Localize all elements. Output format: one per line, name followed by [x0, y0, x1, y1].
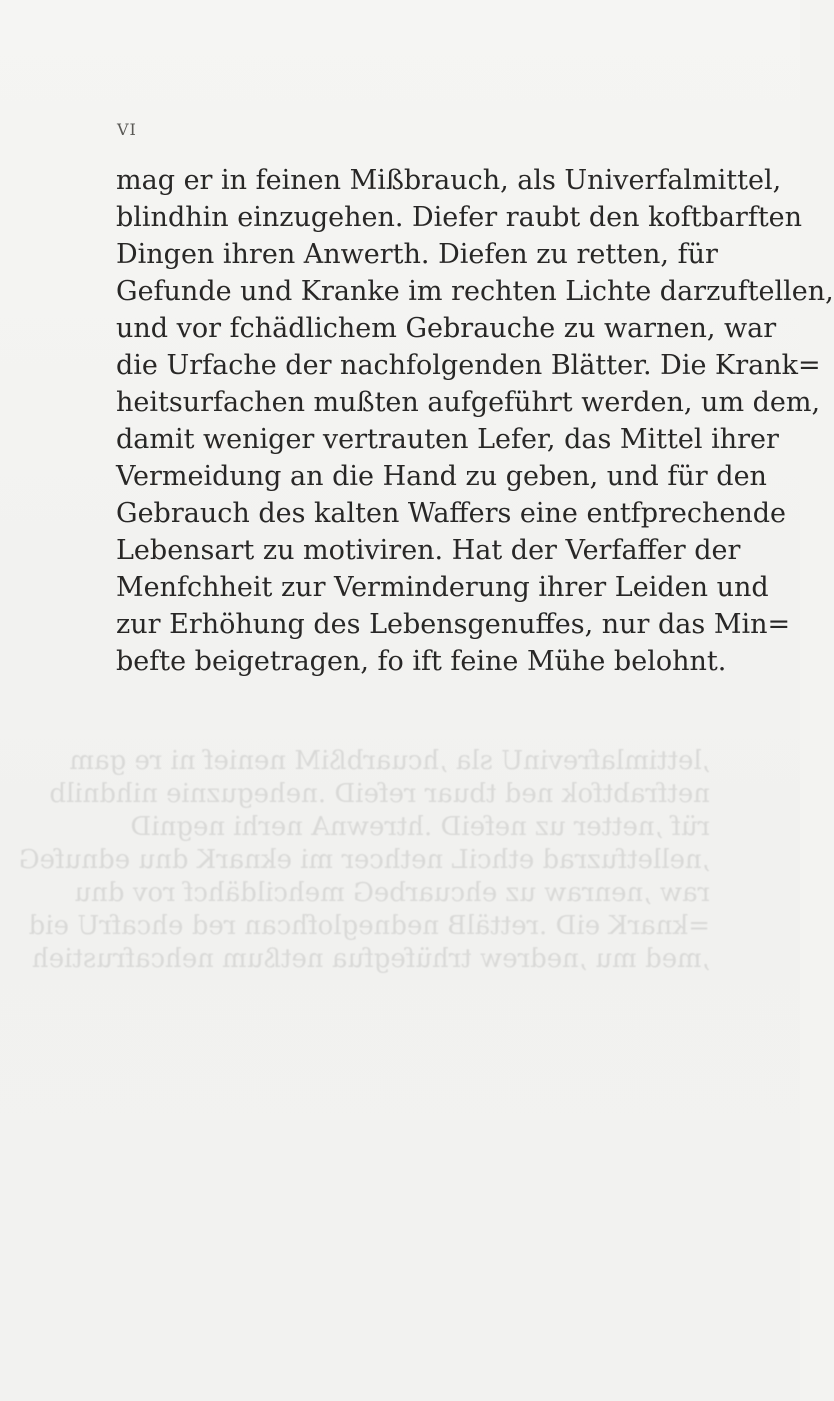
text-line: und vor fchädlichem Gebrauche zu warnen, war	[116, 313, 777, 344]
show-through-line: raw ,nenraw uz ehcuarbeG mehcildähcf rov dnu	[74, 878, 710, 908]
show-through-line: rüf ,netter uz nefeiD .htrewnA nerhi negniD	[130, 812, 710, 842]
text-line: die Urfache der nachfolgenden Blätter. Die Krank=	[116, 350, 821, 381]
show-through-line: netfrabtfok ned tbuar refeiD .neheguznie nihdnilb	[49, 779, 710, 809]
text-line: zur Erhöhung des Lebensgenuffes, nur das Min=	[116, 609, 791, 640]
text-line: befte beigetragen, fo ift feine Mühe belohnt.	[116, 646, 727, 677]
show-through-line: =knarK eiD .rettälB nedneglofhcan red ehcafrU eid	[28, 911, 710, 941]
text-line: damit weniger vertrauten Lefer, das Mittel ihrer	[116, 424, 779, 455]
page-number: VI	[117, 120, 137, 139]
show-through-text	[18, 745, 710, 975]
body-text	[116, 162, 834, 680]
show-through-line: ,lettimlafrevinU sla ,hcuarbßiM nenief ni re gam	[69, 746, 710, 776]
text-line: mag er in feinen Mißbrauch, als Univerfalmittel,	[116, 165, 782, 196]
text-line: Menfchheit zur Verminderung ihrer Leiden und	[116, 572, 769, 603]
text-line: heitsurfachen mußten aufgeführt werden, um dem,	[116, 387, 821, 418]
text-line: Gefunde und Kranke im rechten Lichte darzuftellen,	[116, 276, 834, 307]
text-line: blindhin einzugehen. Diefer raubt den koftbarften	[116, 202, 803, 233]
show-through-line: ,nelletfuzrad ethciL nethcer mi eknarK dnu ednufeG	[18, 845, 710, 875]
text-line: Lebensart zu motiviren. Hat der Verfaffer der	[116, 535, 741, 566]
text-line: Vermeidung an die Hand zu geben, und für den	[116, 461, 767, 492]
text-line: Dingen ihren Anwerth. Diefen zu retten, für	[116, 239, 718, 270]
text-line: Gebrauch des kalten Waffers eine entfprechende	[116, 498, 787, 529]
show-through-line: ,med mu ,nedrew trhüfegfua netßum nehcafrustieh	[32, 944, 710, 974]
